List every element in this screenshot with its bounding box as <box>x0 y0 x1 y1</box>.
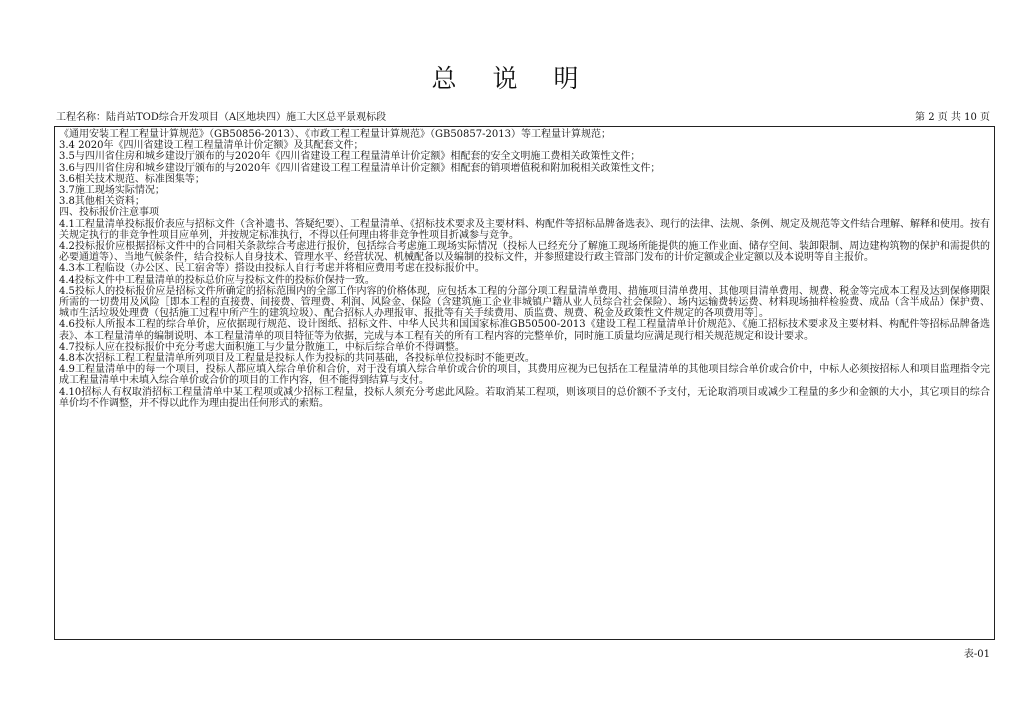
section-heading: 四、投标报价注意事项 <box>59 207 159 219</box>
description-body <box>55 127 994 409</box>
paragraph: 4.6投标人所报本工程的综合单价，应依据现行规范、设计图纸、招标文件、中华人民共和国国家标准GB50500-2013《建设工程工程量清单计价规范》、《施工招标技术要求及主要材料、构配件等招标品牌备选表》、本工程量清单的编制说明、本工程量清单的项目特征等为依据，完成与本工程有关的所有工程内容的完整单价，同时施工质量均应满足现行相关规范规定和设计要求。 <box>59 319 990 342</box>
project-name: 工程名称：陆肖站TOD综合开发项目（A区地块四）施工大区总平景观标段 <box>56 112 387 123</box>
paragraph: 4.4投标文件中工程量清单的投标总价应与投标文件的投标价保持一致。 <box>59 274 375 286</box>
page-number: 第 2 页 共 10 页 <box>915 112 990 123</box>
paragraph: 4.8本次招标工程工程量清单所列项目及工程量是投标人作为投标的共同基础，各投标单位投标时不能更改。 <box>59 353 535 365</box>
paragraph: 3.7施工现场实际情况； <box>59 185 165 197</box>
paragraph: 4.2投标报价应根据招标文件中的合同相关条款综合考虑进行报价，包括综合考虑施工现场实际情况（投标人已经充分了解施工现场所能提供的施工作业面、储存空间、装卸限制、周边建构筑物的保护和需提供的必要通道等）、当地气候条件，结合投标人自身技术、管理水平、经营状况、机械配备以及编制的投标文件，并参照建设行政主管部门发布的计价定额或企业定额以及本说明等自主报价。 <box>59 241 990 264</box>
paragraph: 3.4 2020年《四川省建设工程工程量清单计价定额》及其配套文件； <box>59 140 364 152</box>
page-title: 总 说 明 <box>431 64 593 93</box>
paragraph: 4.1工程量清单投标报价表应与招标文件（含补遗书、答疑纪要）、工程量清单、《招标技术要求及主要材料、构配件等招标品牌备选表》、现行的法律、法规、条例、规定及规范等文件结合理解、解释和使用。按有关规定执行的非竞争性项目应单列，并按规定标准执行，不得以任何理由将非竞争性项目折减参与竞争。 <box>59 218 990 241</box>
paragraph: 4.10招标人有权取消招标工程量清单中某工程项或减少招标工程量，投标人须充分考虑此风险。若取消某工程项，则该项目的总价额不予支付，无论取消项目或减少工程量的多少和金额的大小，其它项目的综合单价均不作调整，并不得以此作为理由提出任何形式的索赔。 <box>59 386 990 409</box>
paragraph: 4.5投标人的投标报价应是招标文件所确定的招标范围内的全部工作内容的价格体现，应包括本工程的分部分项工程量清单费用、措施项目清单费用、其他项目清单费用、规费、税金等完成本工程及达到保修期限所需的一切费用及风险［即本工程的直接费、间接费、管理费、利润、风险金、保险（含建筑施工企业非城镇户籍从业人员综合社会保险）、场内运输费转运费、材料现场抽样检验费、成品（含半成品）保护费、城市生活垃圾处理费（包括施工过程中所产生的建筑垃圾）、配合招标人办理报审、报批等有关手续费用、质监费、规费、税金及政策性文件规定的各项费用等］。 <box>59 285 990 320</box>
paragraph: 4.9工程量清单中的每一个项目，投标人都应填入综合单价和合价，对于没有填入综合单价或合价的项目，其费用应视为已包括在工程量清单的其他项目综合单价或合价中，中标人必须按招标人和项目监理指令完成工程量清单中未填入综合单价或合价的项目的工作内容，但不能得到结算与支付。 <box>59 364 990 387</box>
paragraph: 《通用安装工程工程量计算规范》（GB50856-2013）、《市政工程工程量计算规范》（GB50857-2013）等工程量计算规范； <box>59 129 611 140</box>
paragraph: 3.6相关技术规范、标准图集等； <box>59 173 205 185</box>
paragraph: 4.3本工程临设（办公区、民工宿舍等）搭设由投标人自行考虑并将相应费用考虑在投标报价中。 <box>59 263 485 275</box>
paragraph: 4.7投标人应在投标报价中充分考虑大面积施工与少量分散施工，中标后综合单价不得调整。 <box>59 341 465 353</box>
paragraph: 3.5与四川省住房和城乡建设厅颁布的与2020年《四川省建设工程工程量清单计价定额》相配套的安全文明施工费相关政策性文件； <box>59 151 641 163</box>
description-table <box>54 126 995 640</box>
paragraph: 3.6与四川省住房和城乡建设厅颁布的与2020年《四川省建设工程工程量清单计价定额》相配套的销项增值税和附加税相关政策性文件； <box>59 162 661 174</box>
form-code: 表-01 <box>963 649 990 660</box>
paragraph: 3.8其他相关资料； <box>59 196 145 208</box>
